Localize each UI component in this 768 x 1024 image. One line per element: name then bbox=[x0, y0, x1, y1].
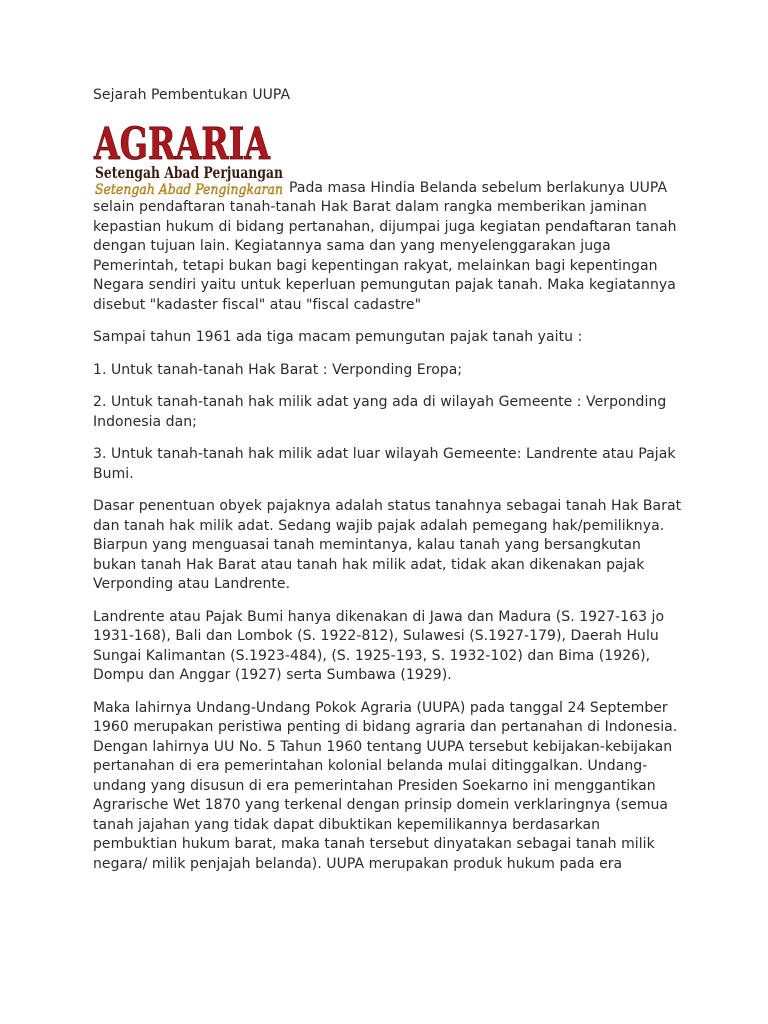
logo-line1: Setengah Abad Perjuangan bbox=[95, 162, 284, 182]
logo-word: AGRARIA bbox=[93, 119, 271, 170]
intro-paragraph: Pada masa Hindia Belanda sebelum berlakunya UUPA selain pendaftaran tanah-tanah Hak Barat dalam rangka memberikan jaminan kepastian hukum di bidang pertanahan, dijumpai juga kegiatan pendaftaran tanah dengan tujuan lain. Kegiatannya sama dan yang menyelenggarakan juga Pemerintah, tetapi bukan bagi kepentingan rakyat, melainkan bagi kepentingan Negara sendiri yaitu untuk keperluan pemungutan pajak tanah. Maka kegiatannya disebut "kadaster fiscal" atau "fiscal cadastre" bbox=[93, 179, 677, 313]
paragraph: Landrente atau Pajak Bumi hanya dikenakan di Jawa dan Madura (S. 1927-163 jo 1931-168), Bali dan Lombok (S. 1922-812), Sulawesi (S.1927-179), Daerah Hulu Sungai Kalimantan (S.1923-484), (S. 1925-193, S. 1932-102) dan Bima (1926), Dompu dan Anggar (1927) serta Sumbawa (1929). bbox=[93, 608, 665, 683]
list-item: 2. Untuk tanah-tanah hak milik adat yang ada di wilayah Gemeente : Verponding Indonesia dan; bbox=[93, 394, 667, 430]
paragraph: Sampai tahun 1961 ada tiga macam pemungutan pajak tanah yaitu : bbox=[93, 329, 583, 345]
list-item: 3. Untuk tanah-tanah hak milik adat luar wilayah Gemeente: Landrente atau Pajak Bumi. bbox=[93, 446, 676, 482]
document-title: Sejarah Pembentukan UUPA bbox=[93, 87, 291, 103]
paragraph: Maka lahirnya Undang-Undang Pokok Agraria (UUPA) pada tanggal 24 September 1960 merupakan peristiwa penting di bidang agraria dan pertanahan di Indonesia. Dengan lahirnya UU No. 5 Tahun 1960 tentang UUPA tersebut kebijakan-kebijakan pertanahan di era pemerintahan kolonial belanda mulai ditinggalkan. Undang-undang yang disusun di era pemerintahan Presiden Soekarno ini menggantikan Agrarische Wet 1870 yang terkenal dengan prinsip domein verklaringnya (semua tanah jajahan yang tidak dapat dibuktikan kepemilikannya berdasarkan pembuktian hukum barat, maka tanah tersebut dinyatakan sebagai tanah milik negara/ milik penjajah belanda). UUPA merupakan produk hukum pada era bbox=[93, 699, 678, 872]
logo-line2: Setengah Abad Pengingkaran bbox=[95, 181, 283, 198]
list-item: 1. Untuk tanah-tanah Hak Barat : Verponding Eropa; bbox=[93, 361, 463, 378]
paragraph: Dasar penentuan obyek pajaknya adalah status tanahnya sebagai tanah Hak Barat dan tanah hak milik adat. Sedang wajib pajak adalah pemegang hak/pemiliknya. Biarpun yang menguasai tanah memintanya, kalau tanah yang bersangkutan bukan tanah Hak Barat atau tanah hak milik adat, tidak akan dikenakan pajak Verponding atau Landrente. bbox=[93, 498, 682, 592]
document-page bbox=[93, 86, 683, 887]
agraria-logo bbox=[93, 120, 285, 198]
intro-block bbox=[93, 120, 683, 329]
